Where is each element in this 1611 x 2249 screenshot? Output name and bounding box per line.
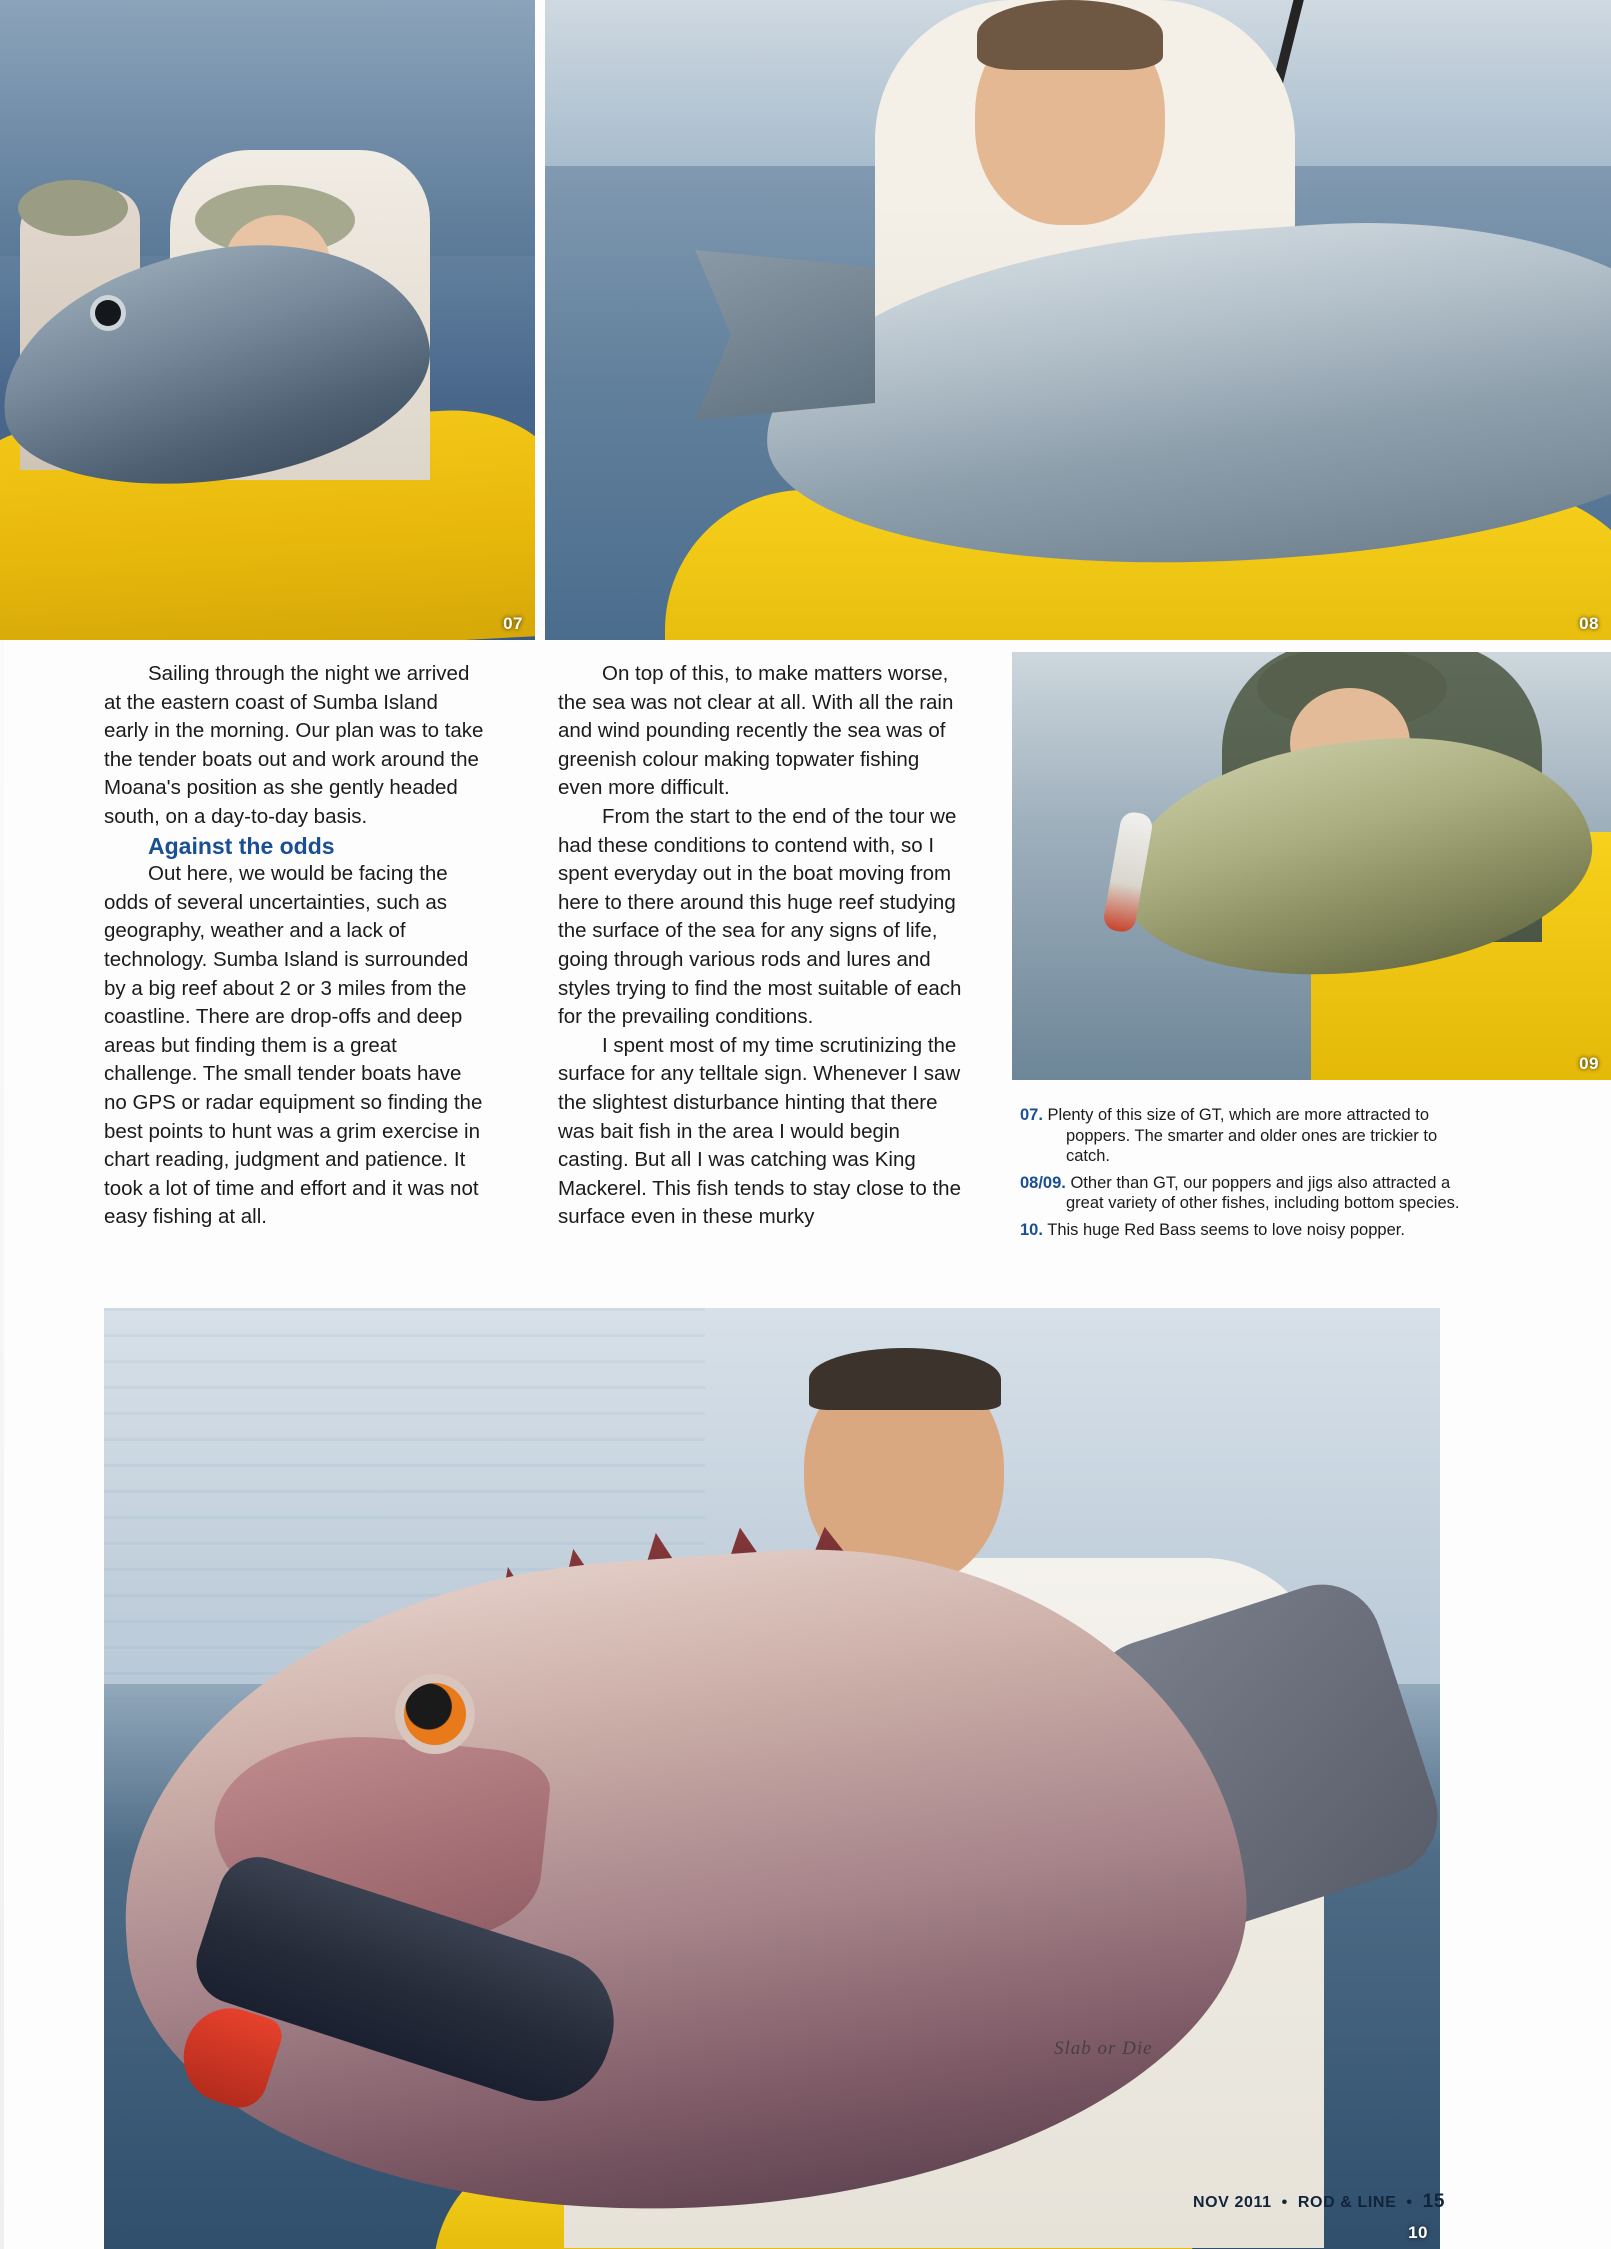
article-column-2 [558, 660, 968, 1232]
fish-eye [95, 300, 121, 326]
hat-shape [18, 180, 128, 236]
caption-text: This huge Red Bass seems to love noisy popper. [1047, 1220, 1405, 1239]
photo-number-08: 08 [1579, 614, 1599, 633]
photo-number-07: 07 [503, 614, 523, 633]
caption-number: 07. [1020, 1106, 1043, 1124]
hair-shape [809, 1348, 1001, 1410]
caption-text: Plenty of this size of GT, which are more attracted to poppers. The smarter and older ones are trickier to catch. [1047, 1106, 1438, 1165]
photo-number-09: 09 [1579, 1054, 1599, 1073]
fish-tail [695, 250, 875, 420]
photo-07 [0, 0, 535, 640]
caption-08-09 [1020, 1173, 1460, 1214]
column1-paragraph-2: Out here, we would be facing the odds of several uncertainties, such as geography, weather and a lack of technology. Sumba Island is surrounded by a big reef about 2 or 3 miles from the coastline. There are drop-offs and deep areas but finding them is a great challenge. The small tender boats have no GPS or radar equipment so finding the best points to hunt was a grim exercise in chart reading, judgment and patience. It took a lot of time and effort and it was not easy fishing at all. [104, 862, 483, 1229]
photo-10 [104, 1308, 1440, 2249]
section-subheading: Against the odds [148, 832, 335, 859]
footer-publication: ROD & LINE [1297, 2194, 1397, 2211]
column2-paragraph-1: On top of this, to make matters worse, the sea was not clear at all. With all the rain and wind pounding recently the sea was of greenish colour making topwater fishing even more difficult. [558, 662, 954, 800]
shirt-print-text: Slab or Die [1054, 2038, 1153, 2059]
column2-paragraph-3: I spent most of my time scrutinizing the surface for any telltale sign. Whenever I saw the slightest disturbance hinting that there was bait fish in the area I would begin casting. But all I was catching was King Mackerel. This fish tends to stay close to the surface even in these murky [558, 1033, 961, 1229]
page-footer [1193, 2191, 1445, 2213]
photo-09 [1012, 652, 1611, 1080]
photo-captions [1020, 1105, 1460, 1246]
caption-number: 08/09. [1020, 1173, 1066, 1192]
caption-number: 10. [1020, 1220, 1043, 1239]
caption-10 [1020, 1220, 1460, 1241]
hair-shape [977, 0, 1163, 70]
photo-08 [545, 0, 1611, 640]
column1-paragraph-1: Sailing through the night we arrived at the eastern coast of Sumba Island early in the morning. Our plan was to take the tender boats out and work around the Moana's position as she gently headed south, on a day-to-day basis. [104, 662, 484, 828]
caption-07 [1020, 1105, 1460, 1167]
article-column-1 [104, 660, 484, 1232]
footer-page-number: 15 [1422, 2191, 1445, 2212]
footer-issue: NOV 2011 [1192, 2194, 1272, 2211]
column2-paragraph-2: From the start to the end of the tour we had these conditions to contend with, so I spent everyday out in the boat moving from here to there around this huge reef studying the surface of the sea for any signs of life, going through various rods and lures and styles trying to find the most suitable of each for the prevailing conditions. [558, 804, 962, 1029]
photo-number-10: 10 [1408, 2223, 1428, 2242]
footer-bullet-2: • [1406, 2194, 1413, 2211]
footer-bullet-1: • [1281, 2194, 1288, 2211]
fish-eye [404, 1683, 466, 1745]
caption-text: Other than GT, our poppers and jigs also attracted a great variety of other fishes, including bottom species. [1066, 1173, 1460, 1212]
